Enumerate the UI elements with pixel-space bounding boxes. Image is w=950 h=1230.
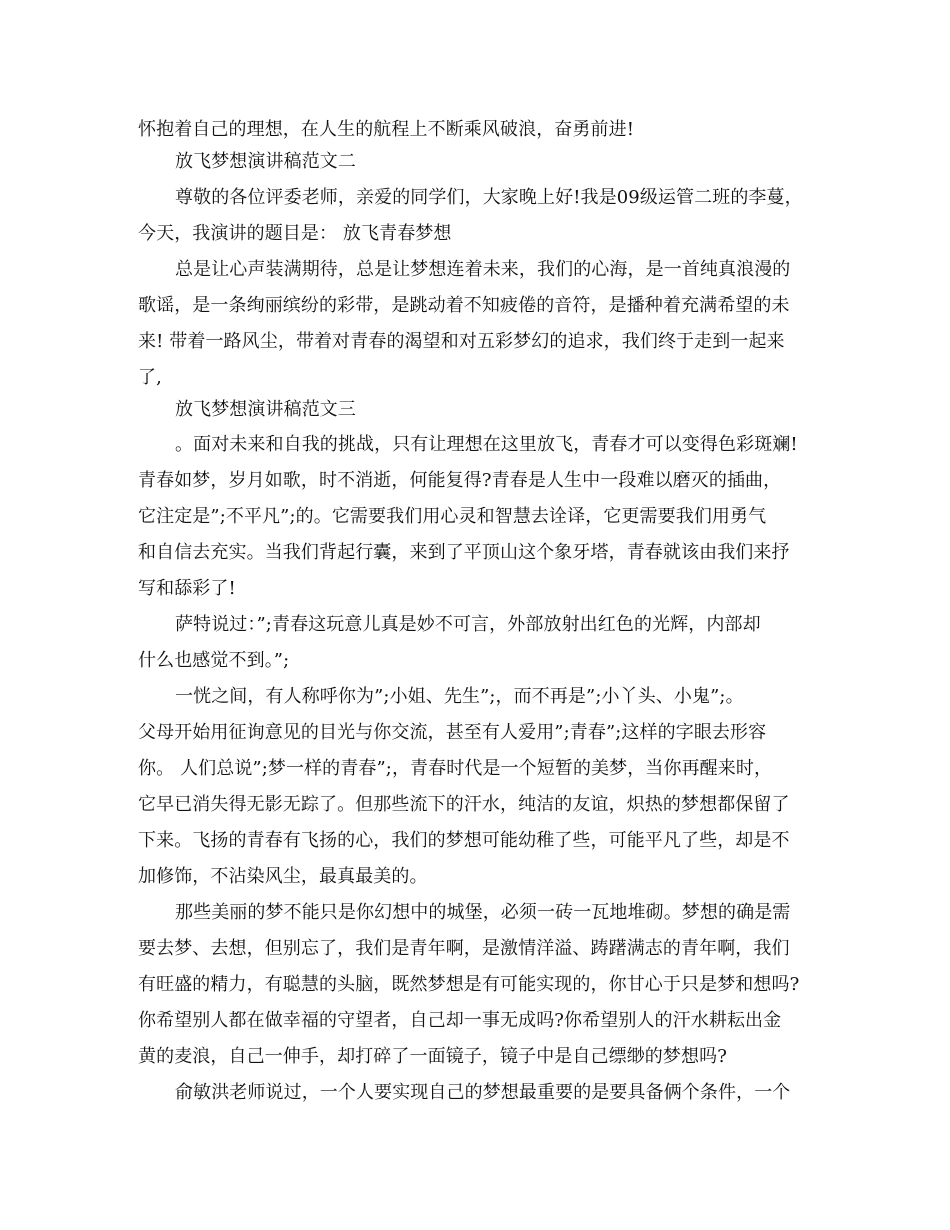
text-line: 。面对未来和自我的挑战，只有让理想在这里放飞，青春才可以变得色彩斑斓! — [175, 434, 798, 455]
text-line: 有旺盛的精力，有聪慧的头脑，既然梦想是有可能实现的，你甘心于只是梦和想吗? — [138, 974, 800, 995]
text-line: 萨特说过：”;青春这玩意儿真是妙不可言，外部放射出红色的光辉，内部却 — [175, 614, 761, 635]
text-line: 写和舔彩了! — [138, 578, 236, 599]
text-line: 今天，我演讲的题目是： 放飞青春梦想 — [138, 223, 452, 244]
text-line: 加修饰，不沾染风尘，最真最美的。 — [138, 866, 428, 887]
text-line: 你。 人们总说”;梦一样的青春”;，青春时代是一个短暂的美梦，当你再醒来时， — [138, 758, 773, 779]
text-line: 你希望别人都在做幸福的守望者，自己却一事无成吗?你希望别人的汗水耕耘出金 — [138, 1010, 782, 1031]
text-line: 一恍之间，有人称呼你为”;小姐、先生”;，而不再是”;小丫头、小鬼”;。 — [175, 686, 744, 707]
text-line: 尊敬的各位评委老师，亲爱的同学们，大家晚上好!我是09级运管二班的李蔓， — [175, 187, 803, 208]
text-line: 和自信去充实。当我们背起行囊，来到了平顶山这个象牙塔，青春就该由我们来抒 — [138, 542, 790, 563]
text-line: 父母开始用征询意见的目光与你交流，甚至有人爱用”;青春”;这样的字眼去形容 — [138, 722, 767, 743]
text-line: 俞敏洪老师说过，一个人要实现自己的梦想最重要的是要具备俩个条件，一个 — [175, 1082, 791, 1103]
text-line: 总是让心声装满期待，总是让梦想连着未来，我们的心海，是一首纯真浪漫的 — [175, 259, 791, 280]
text-line: 青春如梦，岁月如歌，时不消逝，何能复得?青春是人生中一段难以磨灭的插曲， — [138, 470, 782, 491]
text-line: 什么也感觉不到。”; — [138, 650, 290, 671]
text-line: 黄的麦浪，自己一伸手，却打碎了一面镜子，镜子中是自己缥缈的梦想吗? — [138, 1046, 727, 1067]
text-line: 它注定是”;不平凡”;的。它需要我们用心灵和智慧去诠译，它更需要我们用勇气 — [138, 506, 767, 527]
section-heading: 放飞梦想演讲稿范文二 — [175, 151, 356, 172]
text-line: 了, — [138, 367, 162, 388]
text-line: 来! 带着一路风尘，带着对青春的渴望和对五彩梦幻的追求，我们终于走到一起来 — [138, 331, 785, 352]
text-line: 怀抱着自己的理想，在人生的航程上不断乘风破浪，奋勇前进! — [138, 119, 635, 140]
text-line: 那些美丽的梦不能只是你幻想中的城堡，必须一砖一瓦地堆砌。梦想的确是需 — [175, 902, 791, 923]
text-line: 它早已消失得无影无踪了。但那些流下的汗水，纯洁的友谊，炽热的梦想都保留了 — [138, 794, 790, 815]
text-line: 下来。飞扬的青春有飞扬的心，我们的梦想可能幼稚了些，可能平凡了些，却是不 — [138, 830, 790, 851]
text-line: 要去梦、去想，但别忘了，我们是青年啊，是激情洋溢、踌躇满志的青年啊，我们 — [138, 938, 790, 959]
text-line: 歌谣，是一条绚丽缤纷的彩带，是跳动着不知疲倦的音符，是播种着充满希望的未 — [138, 295, 790, 316]
section-heading: 放飞梦想演讲稿范文三 — [175, 399, 356, 420]
